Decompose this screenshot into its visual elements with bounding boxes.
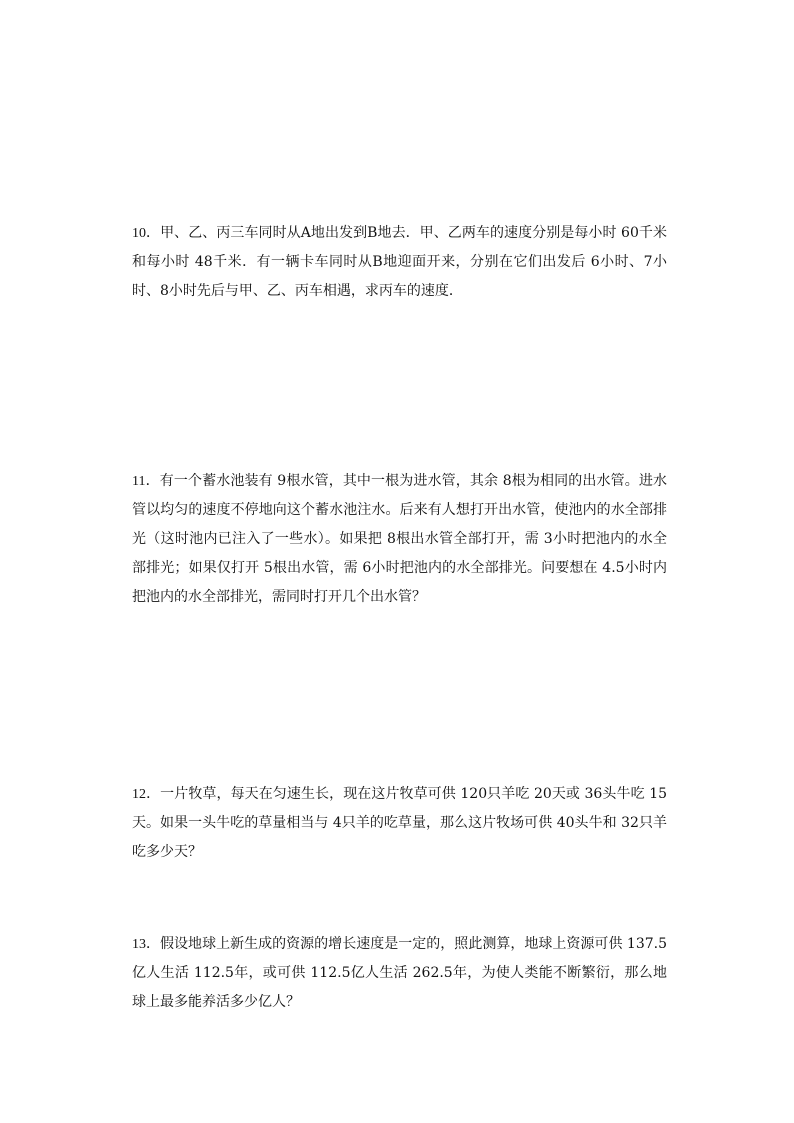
problem-text: 假设地球上新生成的资源的增长速度是一定的，照此测算，地球上资源可供 137.5亿人生活 112.5年，或可供 112.5亿人生活 262.5年，为使人类能不断繁衍，那么地球上最多能养活多少亿人？ <box>132 936 668 1010</box>
problem-10 <box>132 219 667 306</box>
problem-number: 12． <box>132 787 161 802</box>
problem-number: 13． <box>132 937 161 952</box>
problem-13 <box>132 930 667 1017</box>
problem-text: 甲、乙、丙三车同时从A地出发到B地去．甲、乙两车的速度分别是每小时 60千米和每小时 48千米．有一辆卡车同时从B地迎面开来，分别在它们出发后 6小时、7小时、8小时先后与甲、乙、丙车相遇，求丙车的速度． <box>132 225 667 299</box>
problem-text: 有一个蓄水池装有 9根水管，其中一根为进水管，其余 8根为相同的出水管。进水管以均匀的速度不停地向这个蓄水池注水。后来有人想打开出水管，使池内的水全部排光（这时池内已注入了一些水）。如果把 8根出水管全部打开，需 3小时把池内的水全部排光；如果仅打开 5根出水管，需 6小时把池内的水全部排光。问要想在 4.5小时内把池内的水全部排光，需同时打开几个出水管？ <box>132 473 667 605</box>
problem-number: 11． <box>132 474 160 489</box>
problem-text: 一片牧草，每天在匀速生长，现在这片牧草可供 120只羊吃 20天或 36头牛吃 15天。如果一头牛吃的草量相当与 4只羊的吃草量，那么这片牧场可供 40头牛和 32只羊吃多少天？ <box>132 786 668 860</box>
problem-number: 10． <box>132 226 161 241</box>
problem-11 <box>132 467 667 612</box>
problem-12 <box>132 780 667 867</box>
